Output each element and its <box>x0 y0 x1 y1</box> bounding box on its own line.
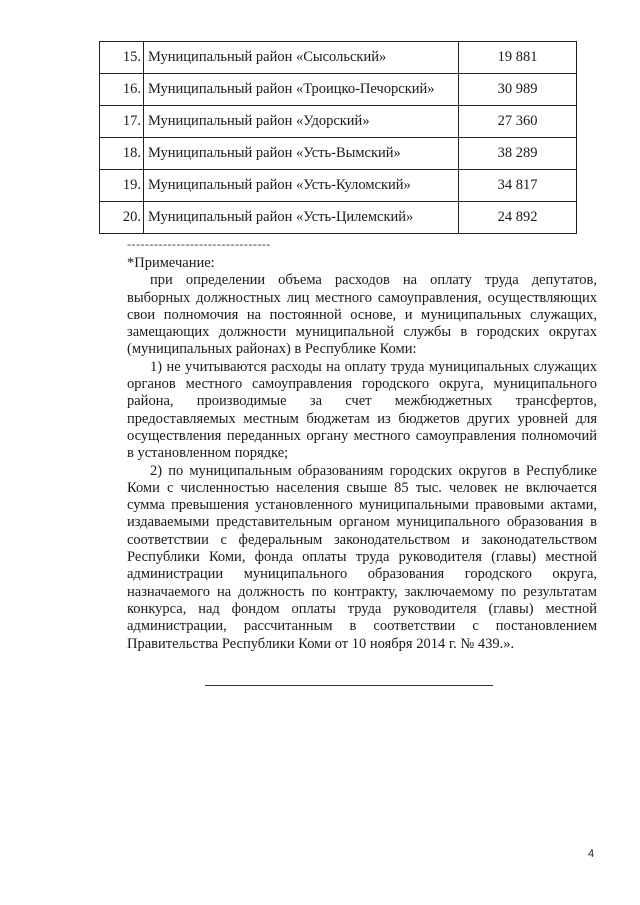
district-name: Муниципальный район «Троицко-Печорский» <box>144 74 459 106</box>
row-number: 17. <box>100 106 144 138</box>
footnote-block <box>127 255 597 653</box>
amount-value: 27 360 <box>459 106 577 138</box>
closing-rule <box>205 685 493 686</box>
district-name: Муниципальный район «Усть-Цилемский» <box>144 202 459 234</box>
amount-value: 38 289 <box>459 138 577 170</box>
table-row <box>100 138 577 170</box>
footnote-item-2: 2) по муниципальным образованиям городских округов в Республике Коми с численностью населения свыше 85 тыс. человек не включается сумма превышения установленного муниципальными правовыми актами, издаваемыми представительным органом муниципального образования в соответствии с федеральным законодательством и законодательством Республики Коми, фонда оплаты труда руководителя (главы) местной администрации муниципального образования городского округа, назначаемого на должность по контракту, заключаемому по результатам конкурса, над фондом оплаты труда руководителя (главы) местной администрации, рассчитанным в соответствии с постановлением Правительства Республики Коми от 10 ноября 2014 г. № 439.». <box>127 462 597 652</box>
table-row <box>100 202 577 234</box>
district-name: Муниципальный район «Сысольский» <box>144 42 459 74</box>
footnote-separator: -------------------------------- <box>127 237 271 251</box>
row-number: 20. <box>100 202 144 234</box>
district-name: Муниципальный район «Усть-Куломский» <box>144 170 459 202</box>
row-number: 19. <box>100 170 144 202</box>
row-number: 16. <box>100 74 144 106</box>
row-number: 15. <box>100 42 144 74</box>
amount-value: 34 817 <box>459 170 577 202</box>
row-number: 18. <box>100 138 144 170</box>
district-name: Муниципальный район «Усть-Вымский» <box>144 138 459 170</box>
footnote-title: *Примечание: <box>127 255 215 271</box>
budget-table <box>99 41 577 234</box>
amount-value: 24 892 <box>459 202 577 234</box>
table-row <box>100 74 577 106</box>
district-name: Муниципальный район «Удорский» <box>144 106 459 138</box>
amount-value: 30 989 <box>459 74 577 106</box>
amount-value: 19 881 <box>459 42 577 74</box>
footnote-item-1: 1) не учитываются расходы на оплату труда муниципальных служащих органов местного самоуправления городского округа, муниципального района, производимые за счет межбюджетных трансфертов, предоставляемых местным бюджетам из бюджетов других уровней для осуществления переданных органу местного самоуправления полномочий в установленном порядке; <box>127 358 597 462</box>
page-number: 4 <box>588 848 595 860</box>
table-row <box>100 106 577 138</box>
table-row <box>100 170 577 202</box>
footnote-intro: при определении объема расходов на оплату труда депутатов, выборных должностных лиц местного самоуправления, осуществляющих свои полномочия на постоянной основе, и муниципальных служащих, замещающих должности муниципальной службы в городских округах (муниципальных районах) в Республике Коми: <box>127 272 597 358</box>
table-row <box>100 42 577 74</box>
